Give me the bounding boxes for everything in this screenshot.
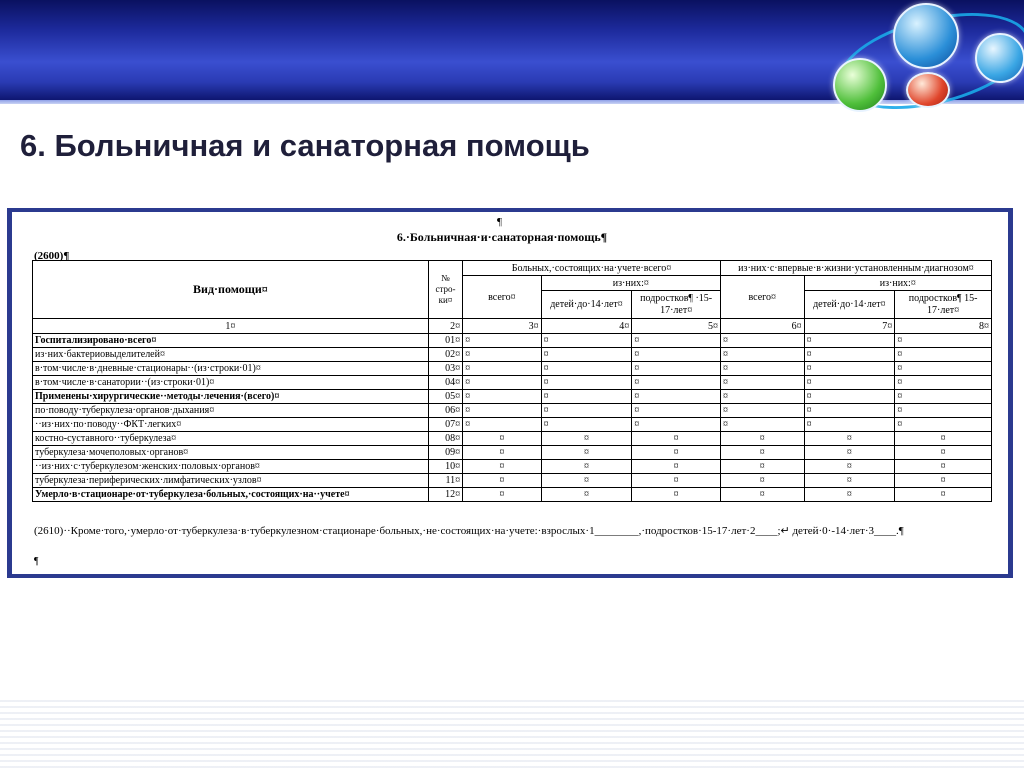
- table-cell: ¤: [632, 488, 721, 502]
- row-label: по·поводу·туберкулеза·органов·дыхания¤: [33, 404, 429, 418]
- paragraph-mark: ¶: [34, 556, 39, 567]
- table-cell: ¤: [804, 390, 895, 404]
- table-row: [33, 404, 992, 418]
- row-label: ··из·них·по·поводу··ФКТ·легких¤: [33, 418, 429, 432]
- header-teens: подростков¶ ·15-17·лет¤: [632, 291, 721, 319]
- table-cell: ¤: [463, 334, 542, 348]
- row-label: в·том·числе·в·санатории··(из·строки·01)¤: [33, 376, 429, 390]
- table-cell: ¤: [720, 488, 804, 502]
- table-cell: ¤: [895, 418, 992, 432]
- row-label: Госпитализировано·всего¤: [33, 334, 429, 348]
- table-cell: ¤: [720, 460, 804, 474]
- row-number: 04¤: [428, 376, 462, 390]
- table-cell: ¤: [895, 474, 992, 488]
- table-cell: ¤: [632, 362, 721, 376]
- header-total: всего¤: [463, 276, 542, 319]
- table-cell: ¤: [541, 474, 632, 488]
- row-number: 06¤: [428, 404, 462, 418]
- form-code: (2600)¶: [34, 250, 70, 262]
- table-cell: ¤: [720, 418, 804, 432]
- table-cell: ¤: [541, 348, 632, 362]
- table-cell: ¤: [804, 488, 895, 502]
- column-number: 8¤: [895, 319, 992, 334]
- column-number: 1¤: [33, 319, 429, 334]
- table-cell: ¤: [541, 404, 632, 418]
- slide-title: 6. Больничная и санаторная помощь: [20, 128, 590, 163]
- table-cell: ¤: [895, 362, 992, 376]
- table-cell: ¤: [632, 404, 721, 418]
- table-cell: ¤: [541, 418, 632, 432]
- row-number: 01¤: [428, 334, 462, 348]
- table-cell: ¤: [463, 362, 542, 376]
- table-cell: ¤: [720, 376, 804, 390]
- table-cell: ¤: [632, 348, 721, 362]
- header-total-first: всего¤: [720, 276, 804, 319]
- row-label: туберкулеза·периферических·лимфатических·узлов¤: [33, 474, 429, 488]
- table-row: [33, 362, 992, 376]
- row-label: Умерло·в·стационаре·от·туберкулеза·больных,·состоящих·на··учете¤: [33, 488, 429, 502]
- row-number: 09¤: [428, 446, 462, 460]
- table-cell: ¤: [804, 446, 895, 460]
- table-cell: ¤: [720, 404, 804, 418]
- table-cell: ¤: [804, 348, 895, 362]
- column-number: 7¤: [804, 319, 895, 334]
- medical-equipment-globe-icon: [833, 58, 887, 112]
- table-row: [33, 334, 992, 348]
- table-cell: ¤: [895, 432, 992, 446]
- table-cell: ¤: [720, 362, 804, 376]
- row-number: 03¤: [428, 362, 462, 376]
- table-cell: ¤: [463, 376, 542, 390]
- row-number: 12¤: [428, 488, 462, 502]
- document-page: [12, 212, 1008, 574]
- document-frame: [7, 208, 1013, 578]
- table-cell: ¤: [895, 446, 992, 460]
- table-row: [33, 460, 992, 474]
- row-number: 07¤: [428, 418, 462, 432]
- table-row: [33, 418, 992, 432]
- row-number: 10¤: [428, 460, 462, 474]
- header-row-number: № стро- ки¤: [428, 261, 462, 319]
- table-cell: ¤: [804, 334, 895, 348]
- table-cell: ¤: [463, 348, 542, 362]
- header-group-first: из·них·с·впервые·в·жизни·установленным·диагнозом¤: [720, 261, 991, 276]
- table-cell: ¤: [541, 334, 632, 348]
- table-cell: ¤: [463, 446, 542, 460]
- row-number: 02¤: [428, 348, 462, 362]
- table-cell: ¤: [895, 404, 992, 418]
- table-cell: ¤: [895, 348, 992, 362]
- table-cell: ¤: [804, 362, 895, 376]
- table-cell: ¤: [463, 488, 542, 502]
- table-cell: ¤: [895, 334, 992, 348]
- footer-pattern: [0, 700, 1024, 768]
- table-row: [33, 474, 992, 488]
- table-cell: ¤: [463, 474, 542, 488]
- table-row: [33, 348, 992, 362]
- paragraph-mark: ¶: [497, 216, 502, 228]
- footnote-2610: (2610)··Кроме·того,·умерло·от·туберкулеза·в·туберкулезном·стационаре·больных,·не·состоящих·на·учете:·взрослых·1________,·подростков·15-17·лет·2____;↵ детей·0·-14·лет·3____.¶: [34, 525, 904, 537]
- row-label: в·том·числе·в·дневные·стационары··(из·строки·01)¤: [33, 362, 429, 376]
- table-cell: ¤: [541, 376, 632, 390]
- table-cell: ¤: [541, 390, 632, 404]
- row-number: 11¤: [428, 474, 462, 488]
- table-cell: ¤: [541, 488, 632, 502]
- column-number: 6¤: [720, 319, 804, 334]
- row-number: 05¤: [428, 390, 462, 404]
- table-cell: ¤: [541, 362, 632, 376]
- table-cell: ¤: [463, 404, 542, 418]
- column-number: 2¤: [428, 319, 462, 334]
- table-cell: ¤: [804, 404, 895, 418]
- table-cell: ¤: [720, 432, 804, 446]
- header-children-first: детей·до·14·лет¤: [804, 291, 895, 319]
- header-kind: Вид·помощи¤: [33, 261, 429, 319]
- row-number: 08¤: [428, 432, 462, 446]
- table-cell: ¤: [804, 474, 895, 488]
- column-number: 5¤: [632, 319, 721, 334]
- table-row: [33, 488, 992, 502]
- table-cell: ¤: [895, 390, 992, 404]
- table-cell: ¤: [463, 432, 542, 446]
- table-cell: ¤: [632, 418, 721, 432]
- row-label: туберкулеза·мочеполовых·органов¤: [33, 446, 429, 460]
- people-globe-icon: [893, 3, 959, 69]
- table-cell: ¤: [463, 390, 542, 404]
- table-cell: ¤: [804, 418, 895, 432]
- table-cell: ¤: [720, 474, 804, 488]
- table-cell: ¤: [541, 432, 632, 446]
- column-number: 3¤: [463, 319, 542, 334]
- table-cell: ¤: [632, 390, 721, 404]
- table-cell: ¤: [632, 334, 721, 348]
- table-cell: ¤: [804, 460, 895, 474]
- header-children: детей·до·14·лет¤: [541, 291, 632, 319]
- table-cell: ¤: [632, 460, 721, 474]
- table-cell: ¤: [804, 432, 895, 446]
- table-cell: ¤: [541, 460, 632, 474]
- table-cell: ¤: [632, 474, 721, 488]
- table-cell: ¤: [895, 488, 992, 502]
- doctor-globe-icon: [975, 33, 1024, 83]
- row-label: Применены·хирургические··методы·лечения·(всего)¤: [33, 390, 429, 404]
- table-cell: ¤: [720, 348, 804, 362]
- table-cell: ¤: [463, 418, 542, 432]
- table-cell: ¤: [720, 334, 804, 348]
- table-row: [33, 390, 992, 404]
- table-cell: ¤: [463, 460, 542, 474]
- header-teens-first: подростков¶ 15-17·лет¤: [895, 291, 992, 319]
- table-cell: ¤: [720, 446, 804, 460]
- header-subgroup-first: из·них:¤: [804, 276, 991, 291]
- column-number: 4¤: [541, 319, 632, 334]
- table-row: [33, 432, 992, 446]
- table-row: [33, 446, 992, 460]
- row-label: костно-суставного··туберкулеза¤: [33, 432, 429, 446]
- table-cell: ¤: [804, 376, 895, 390]
- row-label: из·них·бактериовыделителей¤: [33, 348, 429, 362]
- table-row: [33, 376, 992, 390]
- row-label: ··из·них·с·туберкулезом·женских·половых·органов¤: [33, 460, 429, 474]
- table-cell: ¤: [632, 446, 721, 460]
- table-cell: ¤: [895, 460, 992, 474]
- header-group-all: Больных,·состоящих·на·учете·всего¤: [463, 261, 721, 276]
- table-cell: ¤: [895, 376, 992, 390]
- header-subgroup: из·них:¤: [541, 276, 720, 291]
- table-cell: ¤: [720, 390, 804, 404]
- table-cell: ¤: [541, 446, 632, 460]
- table-cell: ¤: [632, 432, 721, 446]
- medical-cross-globe-icon: [906, 72, 950, 108]
- table-cell: ¤: [632, 376, 721, 390]
- hospital-care-table: [32, 260, 992, 502]
- document-title: 6.·Больничная·и·санаторная·помощь¶: [396, 230, 608, 244]
